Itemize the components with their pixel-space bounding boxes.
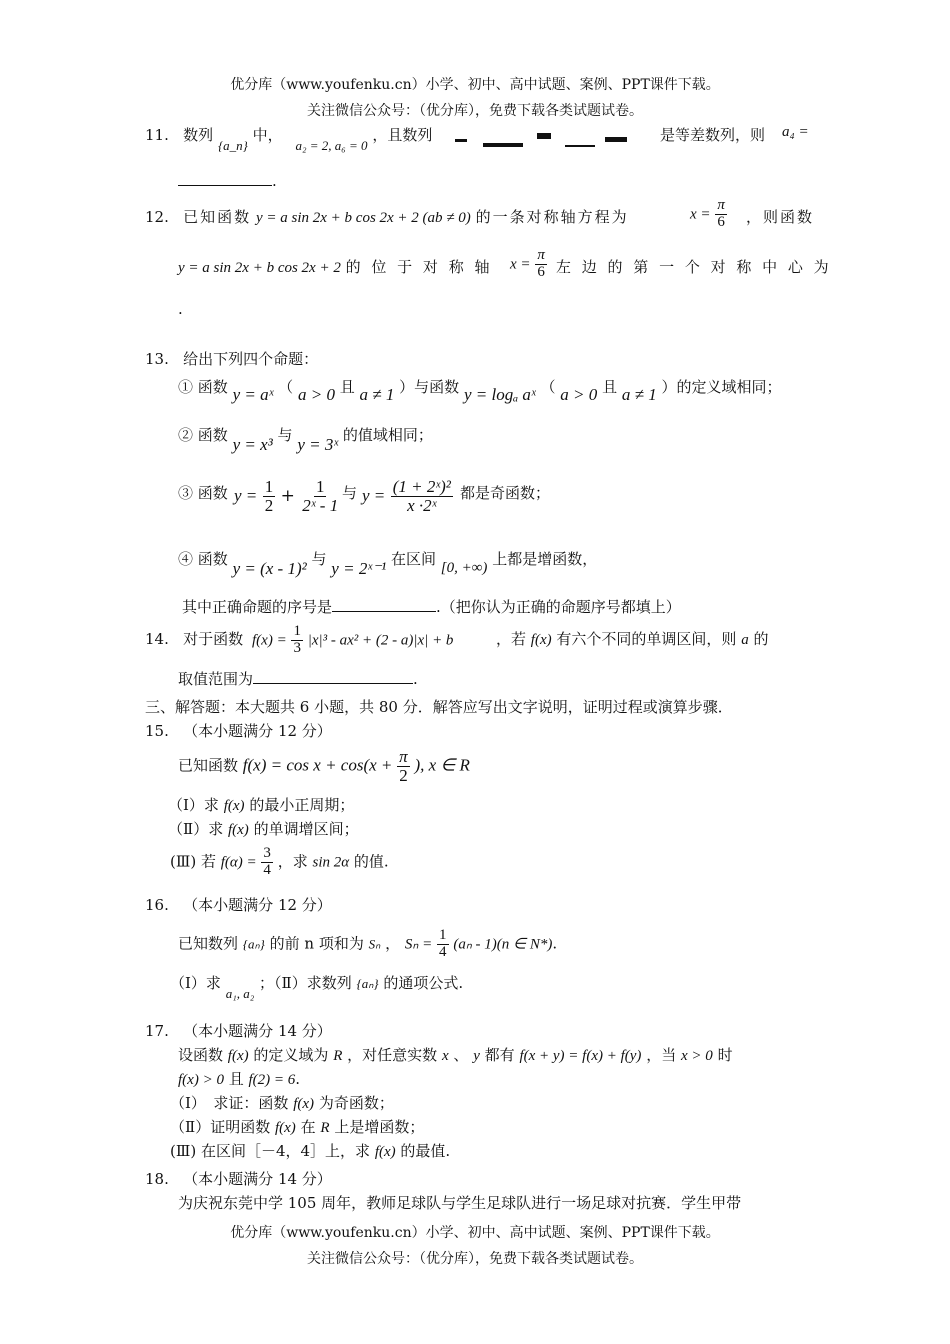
proposition-4	[178, 548, 598, 578]
q15-part-3	[170, 846, 389, 879]
frac-num: π	[399, 747, 408, 766]
q12-line2	[178, 256, 492, 277]
frac-num: 1	[439, 927, 447, 943]
text: 对于函数	[183, 630, 244, 648]
math-a4: a₄ =	[782, 124, 809, 140]
math-cond: a₂ = 2, a₆ = 0	[295, 138, 368, 153]
question-number: 16.	[145, 896, 169, 914]
math-axis	[690, 198, 727, 231]
answer-blank[interactable]	[332, 611, 436, 612]
question-17	[145, 1020, 332, 1041]
page-footer-line2: 关注微信公众号：（优分库），免费下载各类试题试卷。	[307, 1251, 643, 1267]
text: 在	[300, 1118, 316, 1136]
text: ，若	[496, 630, 527, 648]
text: 的值域相同；	[342, 426, 433, 444]
text: 的	[753, 630, 769, 648]
math: x =	[510, 256, 531, 273]
text: 时	[717, 1046, 733, 1064]
text: 上是增函数；	[334, 1118, 425, 1136]
text: ② 函数	[178, 426, 228, 444]
math: f(x + y) = f(x) + f(y)	[519, 1048, 642, 1064]
math: f(x)	[223, 798, 245, 814]
text: ① 函数	[178, 378, 228, 396]
text: 上都是增函数，	[492, 550, 598, 568]
math: {aₙ}	[356, 976, 379, 991]
math: y = x³	[232, 435, 273, 454]
text: ，则函数	[746, 208, 815, 226]
text: 的单调增区间；	[253, 820, 359, 838]
q11-tail	[660, 124, 765, 145]
q14-tail	[496, 628, 769, 649]
text: 的最值.	[400, 1142, 451, 1160]
text: 的值.	[353, 852, 389, 871]
q17-part-3	[170, 1140, 450, 1161]
q13-ask	[182, 596, 681, 617]
math: f(x)	[530, 632, 552, 648]
text: .	[272, 172, 277, 190]
text: 其中正确命题的序号是	[182, 598, 333, 616]
text: 中，	[252, 126, 283, 144]
math-function: y = a sin 2x + b cos 2x + 2	[178, 260, 341, 276]
text: ）与函数	[399, 378, 460, 396]
frac-den: 3	[293, 639, 301, 656]
text: （	[540, 378, 556, 396]
q17-part-2	[170, 1116, 424, 1137]
text: 给出下列四个命题：	[183, 350, 319, 368]
math: f(α) =	[220, 854, 257, 871]
frac-num: 1	[293, 623, 301, 639]
math: y	[473, 1048, 480, 1064]
text: 的一条对称轴方程为	[475, 208, 629, 226]
text: 与	[311, 550, 327, 568]
math: a₁, a₂	[225, 986, 255, 1001]
text: 的 位 于 对 称 轴	[345, 258, 493, 276]
text: 已知数列	[178, 934, 239, 953]
page-header-line2: 关注微信公众号：（优分库），免费下载各类试题试卷。	[307, 103, 643, 119]
math: y = 3ˣ	[297, 435, 339, 454]
question-number: 18.	[145, 1170, 169, 1188]
math: f(x) > 0	[178, 1072, 224, 1088]
math: Sₙ	[368, 936, 381, 952]
math: sin 2α	[312, 854, 350, 871]
math-p3-2	[362, 478, 453, 515]
math: R	[320, 1120, 330, 1136]
question-number: 17.	[145, 1022, 169, 1040]
question-15	[145, 720, 332, 741]
question-14	[145, 628, 243, 649]
frac-den: 6	[717, 213, 725, 230]
frac-num: π	[717, 197, 725, 213]
math: |x|³ - ax² + (2 - a)|x| + b	[307, 632, 454, 649]
text: 取值范围为	[178, 670, 254, 688]
text: 的通项公式.	[383, 974, 464, 992]
math: f(x)	[227, 822, 249, 838]
frac-num: 1	[264, 477, 274, 496]
text: 左 边 的 第 一 个 对 称 中 心 为	[556, 258, 832, 276]
text: 已知函数	[178, 756, 239, 775]
q15-part-1	[168, 794, 354, 815]
text: ，对任意实数	[347, 1046, 438, 1064]
text: ④ 函数	[178, 550, 228, 568]
text: 是等差数列，则	[660, 126, 766, 144]
math-function: y = a sin 2x + b cos 2x + 2 (ab ≠ 0)	[255, 210, 471, 226]
math: [0, +∞)	[440, 560, 488, 576]
text: （	[278, 378, 294, 396]
text: ；（Ⅱ）求数列	[259, 974, 352, 992]
garbled-formula-image	[455, 130, 635, 149]
question-12	[145, 206, 629, 227]
text: ，	[385, 934, 401, 953]
text: .	[552, 934, 558, 953]
text: (Ⅲ) 在区间［－4，4］上，求	[170, 1142, 371, 1160]
math: f(x)	[293, 1096, 315, 1112]
question-11	[145, 124, 433, 153]
proposition-2	[178, 424, 433, 454]
question-number: 14.	[145, 630, 169, 648]
math: a	[741, 632, 749, 648]
frac-den: 4	[439, 943, 447, 960]
text: ，且数列	[372, 126, 433, 144]
q17-part-1	[170, 1092, 394, 1113]
section-3-heading: 三、解答题：本大题共 6 小题，共 80 分．解答应写出文字说明，证明过程或演算步骤．	[145, 698, 733, 716]
math: y = (x - 1)²	[232, 559, 307, 578]
math: x =	[690, 206, 711, 223]
frac-den: 2	[399, 765, 408, 785]
math: a ≠ 1	[621, 385, 657, 404]
q18-line1: 为庆祝东莞中学 105 周年，教师足球队与学生足球队进行一场足球对抗赛．学生甲带	[178, 1194, 742, 1212]
q15-func	[178, 748, 470, 785]
q17-line2	[178, 1068, 300, 1089]
frac-den: 4	[263, 861, 271, 878]
math: y = logₐ aˣ	[463, 385, 536, 404]
math: a ≠ 1	[359, 385, 395, 404]
question-number: 13.	[145, 350, 169, 368]
frac-den: x ·2ˣ	[407, 495, 437, 515]
points: （本小题满分 12 分）	[183, 722, 332, 740]
points: （本小题满分 14 分）	[183, 1170, 332, 1188]
frac-num: 1	[315, 477, 325, 496]
proposition-3	[178, 482, 228, 503]
text: .	[178, 300, 183, 318]
text: （Ⅱ）求	[168, 820, 224, 838]
text: 已知函数	[183, 208, 252, 226]
text: 在区间	[390, 550, 436, 568]
q15-part-2	[168, 818, 359, 839]
text: （Ⅰ）求	[170, 974, 221, 992]
math-p3	[234, 478, 340, 515]
text: 且	[339, 378, 355, 396]
math: y =	[234, 485, 258, 505]
text: 都是奇函数；	[460, 484, 551, 502]
math: ), x ∈ R	[414, 755, 470, 775]
math: f(x) =	[252, 632, 287, 649]
math: f(2) = 6	[248, 1072, 296, 1088]
math: +	[280, 485, 295, 506]
question-16	[145, 894, 332, 915]
frac-den: 2ˣ - 1	[302, 495, 339, 515]
q17-line1	[178, 1044, 733, 1065]
text: ，当	[646, 1046, 677, 1064]
text: .	[413, 670, 418, 688]
math: Sₙ =	[404, 936, 433, 953]
text: 的最小正周期；	[249, 796, 355, 814]
q11-answer-blank	[178, 172, 277, 190]
text: （Ⅰ） 求证：函数	[170, 1094, 289, 1112]
math: (aₙ - 1)(n ∈ N*)	[453, 936, 553, 953]
text: .	[295, 1070, 301, 1088]
question-number: 11.	[145, 126, 169, 144]
question-13	[145, 348, 318, 369]
answer-blank[interactable]	[178, 185, 272, 186]
question-18	[145, 1168, 332, 1189]
math: f(x)	[374, 1144, 396, 1160]
text: 为奇函数；	[318, 1094, 394, 1112]
text: 、	[453, 1046, 469, 1064]
text: ）的定义域相同；	[661, 378, 782, 396]
page-header-line1: 优分库（www.youfenku.cn）小学、初中、高中试题、案例、PPT课件下载。	[230, 77, 720, 93]
math-axis-2	[510, 248, 547, 281]
text: 设函数	[178, 1046, 224, 1064]
math: x	[441, 1048, 449, 1064]
math: a > 0	[560, 385, 598, 404]
math: f(x) = cos x + cos(x +	[242, 755, 393, 775]
math: {aₙ}	[242, 936, 265, 952]
text: （Ⅱ）证明函数	[170, 1118, 271, 1136]
text: 的定义域为	[253, 1046, 329, 1064]
points: （本小题满分 12 分）	[183, 896, 332, 914]
frac-num: 3	[263, 845, 271, 861]
frac-den: 2	[264, 495, 274, 515]
math: a > 0	[297, 385, 335, 404]
math: y =	[362, 485, 386, 505]
points: （本小题满分 14 分）	[183, 1022, 332, 1040]
text: 的前 n 项和为	[269, 934, 364, 953]
text: ③ 函数	[178, 484, 228, 502]
math: f(x)	[274, 1120, 296, 1136]
text: 与	[277, 426, 293, 444]
proposition-1	[178, 376, 782, 404]
q16-stem	[178, 928, 557, 961]
math-seq: {a_n}	[217, 138, 248, 153]
text: 数列	[183, 126, 214, 144]
text: (Ⅲ) 若	[170, 852, 216, 871]
math: y = aˣ	[232, 385, 274, 404]
frac-num: π	[537, 247, 545, 263]
text: （Ⅰ）求	[168, 796, 219, 814]
frac-num: (1 + 2ˣ)²	[392, 477, 451, 496]
text: 且	[602, 378, 618, 396]
text: .（把你认为正确的命题序号都填上）	[436, 598, 681, 616]
question-number: 15.	[145, 722, 169, 740]
math-f14	[252, 624, 453, 657]
frac-den: 6	[537, 263, 545, 280]
answer-blank[interactable]	[253, 683, 413, 684]
text: 都有	[484, 1046, 515, 1064]
math: y = 2ˣ⁻¹	[331, 559, 387, 578]
math: f(x)	[227, 1048, 249, 1064]
q16-parts	[170, 972, 464, 1001]
question-number: 12.	[145, 208, 169, 226]
page-footer-line1: 优分库（www.youfenku.cn）小学、初中、高中试题、案例、PPT课件下载。	[230, 1225, 720, 1241]
text: 有六个不同的单调区间，则	[556, 630, 737, 648]
math: x > 0	[681, 1048, 713, 1064]
text: ，求	[277, 852, 308, 871]
math: R	[333, 1048, 343, 1064]
q14-line2	[178, 668, 418, 689]
text: 且	[228, 1070, 244, 1088]
text: 与	[342, 484, 358, 502]
